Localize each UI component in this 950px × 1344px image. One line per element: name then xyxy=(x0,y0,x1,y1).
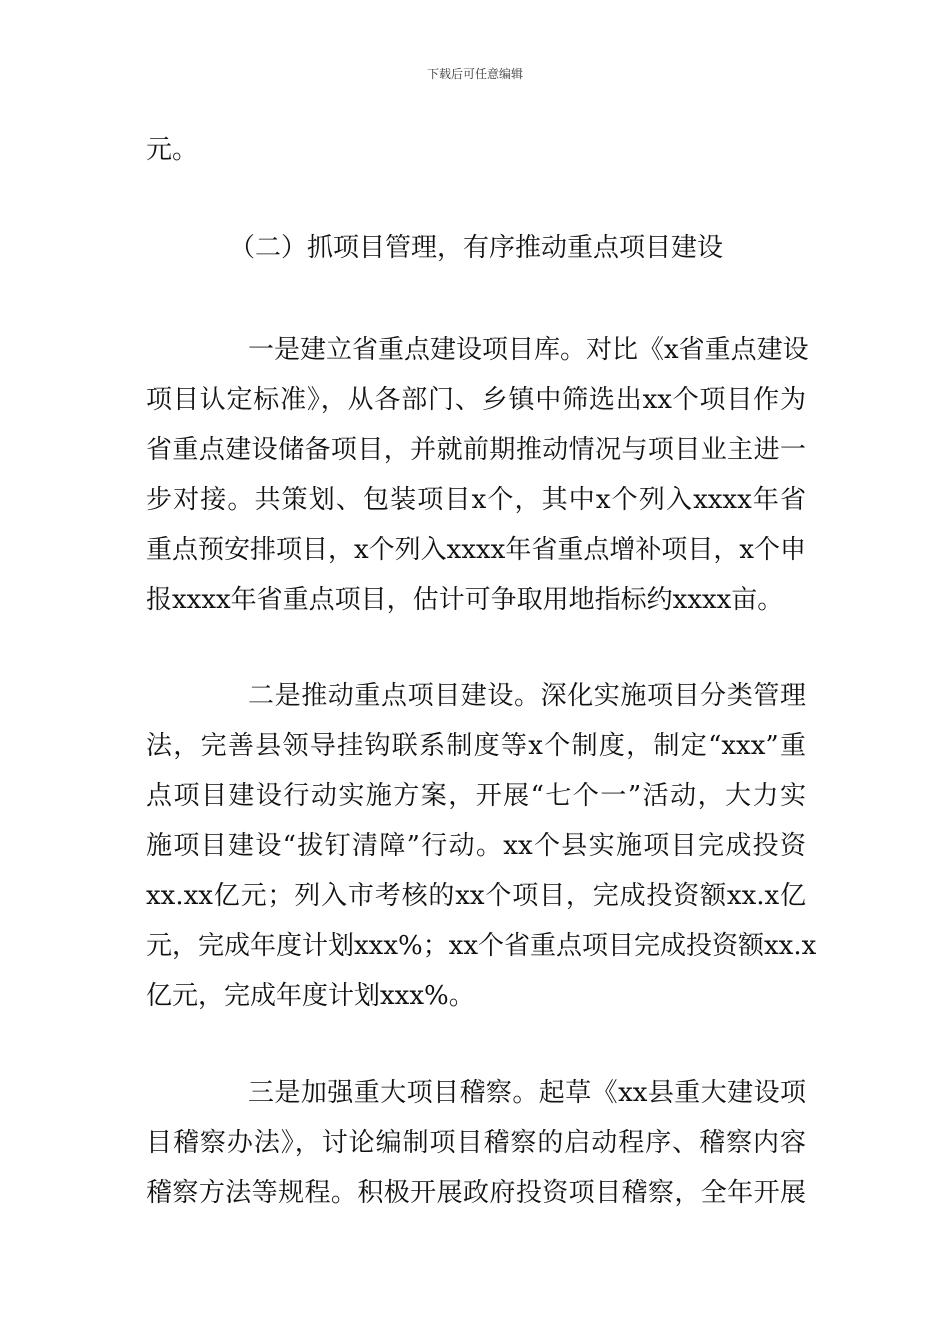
paragraph-line: 报xxxx年省重点项目，估计可争取用地指标约xxxx亩。 xyxy=(146,585,784,615)
paragraph-line: 步对接。共策划、包装项目x个，其中x个列入xxxx年省 xyxy=(146,485,806,515)
paragraph-line: xx.xx亿元；列入市考核的xx个项目，完成投资额xx.x亿 xyxy=(146,881,806,911)
paragraph-line: 施项目建设“拔钉清障”行动。xx个县实施项目完成投资 xyxy=(146,831,806,861)
page-header: 下载后可任意编辑 xyxy=(426,67,523,81)
previous-paragraph-tail: 元。 xyxy=(146,135,199,165)
paragraph-line: 点项目建设行动实施方案，开展“七个一”活动，大力实 xyxy=(146,781,806,811)
paragraph-line: 亿元，完成年度计划xxx%。 xyxy=(146,981,475,1011)
paragraph-line: 项目认定标准》，从各部门、乡镇中筛选出xx个项目作为 xyxy=(146,385,806,415)
paragraph-line: 稽察方法等规程。积极开展政府投资项目稽察，全年开展 xyxy=(146,1178,806,1208)
paragraph-line: 目稽察办法》，讨论编制项目稽察的启动程序、稽察内容 xyxy=(146,1128,806,1158)
paragraph-line: 二是推动重点项目建设。深化实施项目分类管理 xyxy=(248,681,806,711)
paragraph-line: 重点预安排项目，x个列入xxxx年省重点增补项目，x个申 xyxy=(146,535,806,565)
paragraph-line: 三是加强重大项目稽察。起草《xx县重大建设项 xyxy=(248,1078,806,1108)
paragraph-line: 法，完善县领导挂钩联系制度等x个制度，制定“xxx”重 xyxy=(146,731,806,761)
paragraph-line: 一是建立省重点建设项目库。对比《x省重点建设 xyxy=(248,335,809,365)
paragraph-line: 元，完成年度计划xxx%；xx个省重点项目完成投资额xx.x xyxy=(146,931,817,961)
section-heading: （二）抓项目管理，有序推动重点项目建设 xyxy=(228,233,723,263)
paragraph-line: 省重点建设储备项目，并就前期推动情况与项目业主进一 xyxy=(146,435,806,465)
